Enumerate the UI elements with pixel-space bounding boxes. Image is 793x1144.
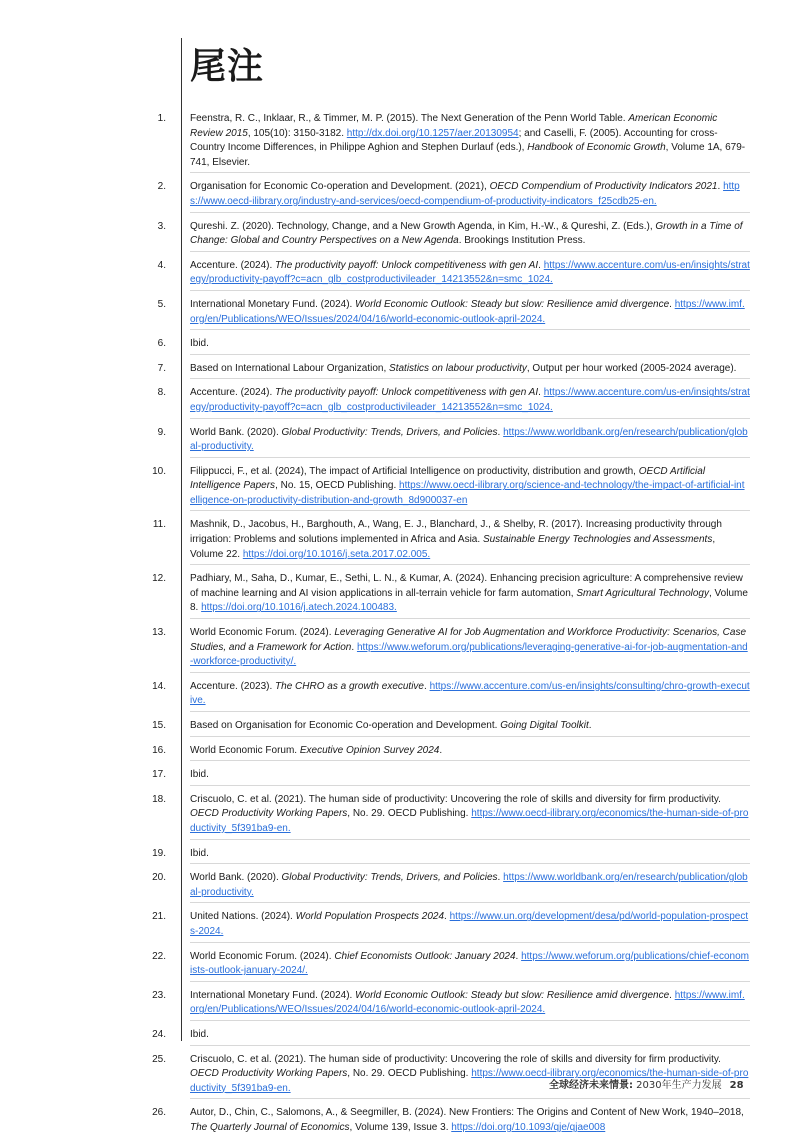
citation-text: World Economic Forum. — [190, 744, 300, 756]
citation-text: , Volume 1A, 679-741, Elsevier. — [190, 142, 746, 168]
endnote-number: 12. — [152, 573, 166, 585]
endnote-text — [190, 386, 750, 418]
endnote-text — [190, 220, 750, 252]
endnote-text — [190, 910, 750, 942]
endnote-number: 23. — [152, 989, 166, 1001]
endnote-text — [190, 337, 750, 355]
endnote-text — [190, 112, 750, 173]
endnote-number: 8. — [157, 387, 166, 399]
endnote-text — [190, 793, 750, 840]
endnote-number: 15. — [152, 720, 166, 731]
endnote-item — [0, 871, 793, 910]
endnote-number: 14. — [152, 680, 166, 692]
endnote-text — [190, 871, 750, 903]
citation-link[interactable]: https://www.accenture.com/us-en/insights/strategy/productivity-payoff?c=acn_glb_costproductivileader_14213552&n=smc_1024. — [190, 387, 750, 413]
citation-text: World Bank. (2020). — [190, 872, 282, 884]
endnote-number: 10. — [152, 465, 166, 477]
endnote-text — [190, 1028, 750, 1046]
citation-link[interactable]: https://doi.org/10.1093/qje/qjae008 — [451, 1121, 606, 1133]
citation-title: Growth in a Time of Change: Global and Country Perspectives on a New Agenda — [190, 220, 743, 247]
citation-title: The productivity payoff: Unlock competitiveness with gen AI — [275, 259, 539, 271]
endnote-item — [0, 386, 793, 425]
citation-text: , 105(10): 3150-3182. — [247, 127, 347, 139]
citation-text: , Volume 8. — [190, 587, 748, 614]
endnote-item — [0, 626, 793, 680]
endnote-item — [0, 362, 793, 387]
citation-text: . — [444, 911, 450, 923]
citation-text: Based on Organisation for Economic Co-operation and Development. — [190, 720, 501, 731]
citation-link[interactable]: https://www.imf.org/en/Publications/WEO/Issues/2024/04/16/world-economic-outlook-april-2024. — [190, 298, 745, 325]
citation-text: Ibid. — [190, 338, 209, 350]
citation-text: . — [669, 989, 675, 1001]
page-title: 尾注 — [190, 46, 265, 87]
citation-title: OECD Artificial Intelligence Papers — [190, 465, 706, 492]
citation-text: Based on International Labour Organization, — [190, 362, 390, 374]
citation-title: Leveraging Generative AI for Job Augmentation and Workforce Productivity: Scenarios, Case Studies, and a Framework for Action — [190, 627, 747, 653]
endnote-number: 17. — [152, 769, 166, 781]
endnote-text — [190, 298, 750, 330]
citation-title: World Economic Outlook: Steady but slow: Resilience amid divergence — [355, 298, 670, 310]
citation-link[interactable]: https://www.accenture.com/us-en/insights/strategy/productivity-payoff?c=acn_glb_costproductivileader_14213552&n=smc_1024. — [190, 259, 750, 286]
citation-text: International Monetary Fund. (2024). — [190, 989, 356, 1001]
endnote-item — [0, 259, 793, 298]
citation-link[interactable]: http://dx.doi.org/10.1257/aer.20130954 — [346, 127, 519, 139]
endnote-item — [0, 950, 793, 989]
citation-text: . — [515, 950, 522, 962]
endnotes-list — [0, 112, 793, 1144]
endnote-text — [190, 1106, 750, 1137]
citation-title: Going Digital Toolkit — [500, 720, 589, 731]
endnote-item — [0, 426, 793, 465]
citation-title: The CHRO as a growth executive — [275, 680, 424, 692]
endnote-text — [190, 744, 750, 762]
endnote-item — [0, 337, 793, 362]
citation-text: , No. 29. OECD Publishing. — [347, 1068, 472, 1080]
citation-text: United Nations. (2024). — [190, 911, 296, 923]
endnote-item — [0, 847, 793, 872]
citation-title: Statistics on labour productivity — [389, 362, 527, 374]
citation-text: World Economic Forum. (2024). — [190, 627, 335, 639]
citation-text: Qureshi. Z. (2020). Technology, Change, and a New Growth Agenda, in Kim, H.-W., & Qureshi, Z. (Eds.), — [190, 220, 656, 232]
citation-text: . — [424, 680, 430, 692]
citation-title: OECD Productivity Working Papers — [190, 1068, 348, 1080]
citation-title: Global Productivity: Trends, Drivers, and Policies — [281, 426, 498, 438]
endnote-number: 21. — [152, 911, 166, 923]
endnote-text — [190, 518, 750, 565]
citation-text: , No. 29. OECD Publishing. — [347, 808, 472, 820]
citation-text: Filippucci, F., et al. (2024), The impact of Artificial Intelligence on productivity, distribution and growth, — [190, 465, 639, 477]
endnote-item — [0, 298, 793, 337]
citation-text: Criscuolo, C. et al. (2021). The human side of productivity: Uncovering the role of skills and diversity for firm productivity. — [190, 793, 721, 805]
citation-title: American Economic Review 2015 — [190, 113, 718, 139]
citation-link[interactable]: https://doi.org/10.1016/j.atech.2024.100483. — [201, 602, 397, 614]
citation-link[interactable]: https://www.oecd-ilibrary.org/science-and-technology/the-impact-of-artificial-intelligence-on-productivity-distribution-and-growth_8d900037-en — [190, 480, 745, 506]
citation-text: Accenture. (2024). — [190, 387, 276, 399]
citation-text: . — [538, 259, 544, 271]
citation-title: Smart Agricultural Technology — [576, 587, 709, 599]
endnote-item — [0, 768, 793, 793]
endnote-text — [190, 465, 750, 512]
citation-text: , Volume 22. — [190, 534, 716, 560]
endnote-number: 16. — [152, 744, 166, 756]
citation-title: Chief Economists Outlook: January 2024 — [334, 950, 516, 962]
citation-text: Accenture. (2023). — [190, 680, 276, 692]
endnote-number: 24. — [152, 1028, 166, 1040]
citation-text: Feenstra, R. C., Inklaar, R., & Timmer, M. P. (2015). The Next Generation of the Penn World Table. — [190, 113, 629, 124]
citation-text: Autor, D., Chin, C., Salomons, A., & Seegmiller, B. (2024). New Frontiers: The Origins and Content of New Work, 1940–2018, — [190, 1107, 744, 1119]
citation-text: , Output per hour worked (2005-2024 average). — [526, 362, 737, 374]
endnote-item — [0, 465, 793, 519]
citation-title: World Population Prospects 2024 — [295, 911, 445, 923]
endnote-item — [0, 180, 793, 219]
citation-link[interactable]: https://www.oecd-ilibrary.org/industry-and-services/oecd-compendium-of-productivity-indicators_f25cdb25-en. — [190, 181, 740, 207]
endnote-text — [190, 572, 750, 619]
citation-text: International Monetary Fund. (2024). — [190, 298, 356, 310]
endnote-item — [0, 1028, 793, 1053]
citation-text: Ibid. — [190, 1028, 209, 1040]
citation-link[interactable]: https://doi.org/10.1016/j.seta.2017.02.005. — [242, 548, 431, 560]
citation-text: Padhiary, M., Saha, D., Kumar, E., Sethi, L. N., & Kumar, A. (2024). Enhancing precision agriculture: A comprehensive review of machine learning and AI vision applications in all-terrain vehicle for farm automation, — [190, 573, 743, 599]
endnote-text — [190, 847, 750, 865]
citation-title: OECD Compendium of Productivity Indicators 2021 — [489, 181, 718, 193]
citation-link[interactable]: https://www.oecd-ilibrary.org/economics/the-human-side-of-productivity_5f391ba9-en. — [190, 1068, 749, 1094]
citation-link[interactable]: https://www.worldbank.org/en/research/publication/global-productivity. — [190, 426, 748, 453]
endnote-item — [0, 910, 793, 949]
endnote-item — [0, 220, 793, 259]
citation-title: World Economic Outlook: Steady but slow: Resilience amid divergence — [355, 989, 670, 1001]
citation-text: Ibid. — [190, 769, 209, 781]
endnote-item — [0, 744, 793, 769]
endnote-number: 20. — [152, 872, 166, 884]
citation-link[interactable]: https://www.imf.org/en/Publications/WEO/Issues/2024/04/16/world-economic-outlook-april-2024. — [190, 989, 745, 1016]
endnote-number: 19. — [152, 847, 166, 859]
citation-text: . — [538, 387, 544, 399]
citation-title: The Quarterly Journal of Economics — [190, 1121, 350, 1133]
citation-title: Executive Opinion Survey 2024 — [299, 744, 440, 756]
endnote-item — [0, 989, 793, 1028]
endnote-number: 6. — [157, 338, 166, 350]
citation-title: Global Productivity: Trends, Drivers, and Policies — [281, 872, 498, 884]
citation-link[interactable]: https://www.weforum.org/publications/chief-economists-outlook-january-2024/. — [190, 950, 749, 977]
endnote-text — [190, 719, 750, 737]
page-number: 28 — [729, 1080, 744, 1091]
endnote-number: 7. — [157, 362, 166, 374]
citation-link[interactable]: https://www.accenture.com/us-en/insights/consulting/chro-growth-executive. — [190, 680, 750, 707]
citation-text: Ibid. — [190, 847, 209, 859]
footer-report-title: 全球经济未来情景: — [549, 1080, 633, 1091]
citation-title: OECD Productivity Working Papers — [190, 808, 348, 820]
footer-subtitle: 2030年生产力发展 — [633, 1080, 722, 1091]
citation-link[interactable]: https://www.un.org/development/desa/pd/world-population-prospects-2024. — [190, 911, 749, 937]
citation-title: Handbook of Economic Growth — [527, 142, 666, 154]
citation-link[interactable]: https://www.worldbank.org/en/research/publication/global-productivity. — [190, 872, 748, 898]
citation-text: . — [497, 872, 504, 884]
endnote-item — [0, 518, 793, 572]
citation-text: . — [717, 181, 724, 193]
citation-text: , No. 15, OECD Publishing. — [275, 480, 400, 492]
endnote-item — [0, 793, 793, 847]
endnote-text — [190, 626, 750, 673]
endnote-text — [190, 362, 750, 380]
citation-text: . Brookings Institution Press. — [458, 235, 586, 247]
citation-link[interactable]: https://www.oecd-ilibrary.org/economics/the-human-side-of-productivity_5f391ba9-en. — [190, 808, 749, 834]
endnote-item — [0, 1106, 793, 1144]
citation-text: Organisation for Economic Co-operation and Development. (2021), — [190, 181, 490, 193]
citation-text: . — [497, 426, 504, 438]
endnote-number: 2. — [157, 181, 166, 193]
endnote-text — [190, 768, 750, 786]
endnote-text — [190, 680, 750, 712]
page-footer — [549, 1076, 744, 1091]
citation-text: Accenture. (2024). — [190, 259, 276, 271]
endnote-number: 25. — [152, 1053, 166, 1065]
endnote-number: 3. — [157, 220, 166, 232]
citation-text: . — [588, 720, 592, 731]
citation-link[interactable]: https://www.weforum.org/publications/leveraging-generative-ai-for-job-augmentation-and-workforce-productivity/. — [190, 641, 748, 668]
citation-text: World Bank. (2020). — [190, 426, 282, 438]
endnote-text — [190, 989, 750, 1021]
citation-text: , Volume 139, Issue 3. — [349, 1121, 452, 1133]
citation-text: . — [439, 744, 443, 756]
endnote-text — [190, 426, 750, 458]
endnote-number: 18. — [152, 793, 166, 805]
endnote-number: 1. — [157, 113, 166, 124]
endnote-number: 11. — [152, 519, 166, 531]
endnote-number: 26. — [152, 1107, 166, 1119]
endnote-number: 13. — [152, 627, 166, 639]
endnote-text — [190, 180, 750, 212]
endnote-item — [0, 572, 793, 626]
citation-title: Sustainable Energy Technologies and Assessments — [482, 534, 713, 546]
citation-title: The productivity payoff: Unlock competitiveness with gen AI — [275, 387, 539, 399]
endnote-number: 5. — [157, 298, 166, 310]
endnote-text — [190, 259, 750, 291]
endnote-item — [0, 112, 793, 180]
citation-text: . — [351, 641, 357, 653]
citation-text: ; and Caselli, F. (2005). Accounting for cross-Country Income Differences, in Philippe Aghion and Stephen Durlauf (eds.), — [190, 127, 718, 154]
citation-text: Criscuolo, C. et al. (2021). The human side of productivity: Uncovering the role of skills and diversity for firm productivity. — [190, 1053, 721, 1065]
endnote-number: 4. — [157, 259, 166, 271]
citation-text: World Economic Forum. (2024). — [190, 950, 335, 962]
endnote-item — [0, 719, 793, 744]
endnote-item — [0, 680, 793, 719]
endnote-text — [190, 950, 750, 982]
endnote-number: 22. — [152, 950, 166, 962]
citation-text: Mashnik, D., Jacobus, H., Barghouth, A., Wang, E. J., Blanchard, J., & Shelby, R. (2017). Increasing productivity through irrigation: Problems and solutions implemented in Africa and Asia. — [190, 519, 722, 546]
endnote-number: 9. — [157, 426, 166, 438]
citation-text: . — [669, 298, 675, 310]
